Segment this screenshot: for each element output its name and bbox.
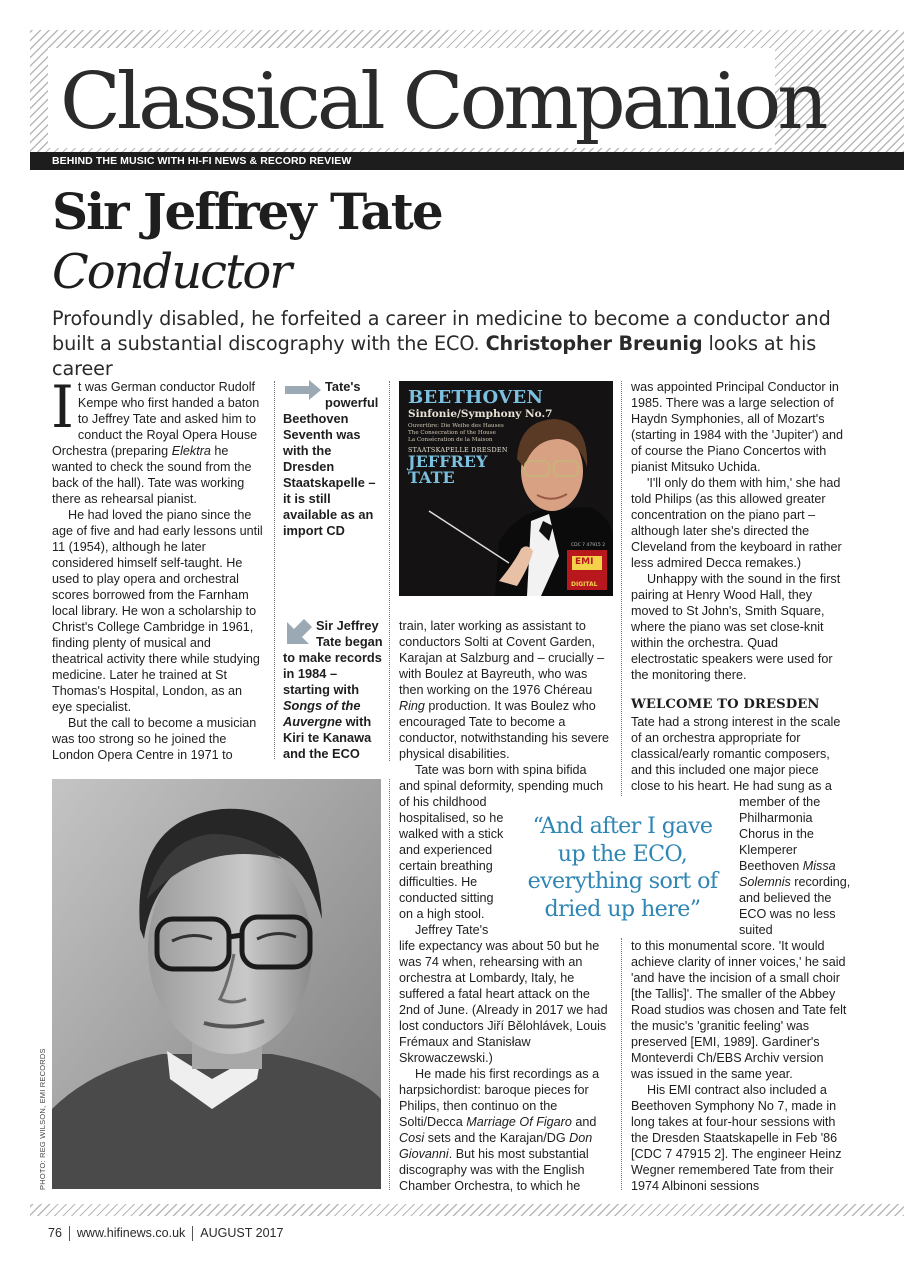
cd-overture xyxy=(408,423,504,445)
body-paragraph: Jeffrey Tate's xyxy=(415,923,489,937)
photo-credit: PHOTO: REG WILSON, EMI RECORDS xyxy=(38,1048,47,1190)
column-divider xyxy=(389,381,390,761)
page-number: 76 xyxy=(48,1226,62,1240)
body-text: and xyxy=(571,1115,597,1129)
footer-divider xyxy=(69,1226,70,1241)
cd-artist xyxy=(408,454,487,486)
cd-artist-line: JEFFREY xyxy=(408,452,488,471)
footer-divider xyxy=(192,1226,193,1241)
body-text: train, later working as assistant to conductors Solti at Covent Garden, Karajan at Salzburg and – crucially – with Boulez at Bayreuth, who was then working on the 1976 Chéreau xyxy=(399,619,605,697)
body-text: sets and the Karajan/DG xyxy=(424,1131,570,1145)
body-text: He made his first recordings as a harpsichordist: baroque pieces for Philips, then continuo on the Solti/Decca xyxy=(399,1067,600,1129)
conductor-photo xyxy=(52,779,381,1189)
masthead-title: Classical Companion xyxy=(60,57,825,147)
body-paragraph: Tate was born with spina bifida and spinal deformity, spending much of his childhood xyxy=(399,763,604,809)
cd-title: BEETHOVEN xyxy=(408,387,544,408)
column-divider xyxy=(274,381,275,759)
body-paragraph: hospitalised, so he walked with a stick and experienced certain breathing difficulties. He conducted sitting on a high stool. xyxy=(399,811,504,921)
page-footer xyxy=(48,1226,283,1241)
body-italic: Don Giovanni xyxy=(399,1131,593,1161)
body-column-1 xyxy=(51,373,264,763)
body-paragraph: Unhappy with the sound in the first pairing at Henry Wood Hall, they moved to St John's, Smith Square, where the piano was set close-knit within the orchestra. Quad electrostatic speakers were used for the monitoring there. xyxy=(631,572,841,682)
body-italic: Cosi xyxy=(399,1131,425,1145)
caption-italic: Songs of the Auvergne xyxy=(283,698,361,729)
article-title: Sir Jeffrey Tate xyxy=(52,182,442,241)
body-text: production. It was Boulez who encouraged Tate to become a conductor, notwithstanding his severe physical disabilities. xyxy=(399,699,610,761)
body-text: . But his most substantial discography was with the English Chamber Orchestra, to which he xyxy=(399,1147,589,1193)
cd-artist-line: TATE xyxy=(408,468,455,487)
body-column-4-bottom xyxy=(631,714,851,1194)
column-divider xyxy=(621,938,622,1190)
crosshead: WELCOME TO DRESDEN xyxy=(631,697,820,712)
cd-subtitle: Sinfonie/Symphony No.7 xyxy=(408,408,553,420)
body-italic: Ring xyxy=(399,699,425,713)
standfirst xyxy=(52,306,852,381)
caption-text: with Kiri te Kanawa and the ECO xyxy=(283,714,372,761)
body-paragraph: life expectancy was about 50 but he was 74 when, rehearsing with an orchestra at Lombardy, Italy, he suffered a fatal heart attack on the 2nd of June. (Already in 2017 we had lost conductors Jiří Bělohlávek, Louis Frémaux and Stanisław Skrowaczewski.) xyxy=(399,939,608,1065)
caption-text: Sir Jeffrey Tate began to make records in 1984 – starting with xyxy=(283,618,383,697)
pull-quote: “And after I gave up the ECO, everything sort of dried up here” xyxy=(527,813,718,922)
body-italic: Missa Solemnis xyxy=(739,859,836,889)
digital-badge: DIGITAL xyxy=(571,581,598,588)
cd-overture-line: The Consecration of the House xyxy=(408,430,496,437)
caption-photo xyxy=(283,618,383,762)
body-italic: Marriage Of Figaro xyxy=(466,1115,572,1129)
byline-name: Christopher Breunig xyxy=(485,332,703,355)
emi-logo: EMI xyxy=(575,557,594,567)
body-text: member of the Philharmonia Chorus in the Klemperer Beethoven xyxy=(739,795,821,873)
arrow-down-left-icon xyxy=(283,618,313,648)
body-paragraph: to this monumental score. 'It would achieve clarity of inner voices,' he said 'and have the incision of a small choir [the Tallis]'. The smaller of the Abbey Road studios was chosen and Tate felt the music's 'granitic feeling' was preserved [EMI, 1989]. Gardiner's Monteverdi Ch/EBS Archiv version was issued in the same year. xyxy=(631,939,847,1081)
cd-overture-line: Ouvertüre: Die Weihe des Hauses xyxy=(408,423,504,429)
website-link[interactable]: www.hifinews.co.uk xyxy=(76,1226,186,1240)
drop-cap: I xyxy=(51,373,74,441)
column-divider xyxy=(389,779,390,1190)
issue-date: AUGUST 2017 xyxy=(200,1226,284,1240)
body-column-4-top xyxy=(631,379,847,683)
standfirst-text: Profoundly disabled, he forfeited a career in medicine to become a conductor and built a substantial discography with the ECO. xyxy=(52,307,831,355)
byline-tail: looks at his career xyxy=(52,332,817,380)
body-paragraph: His EMI contract also included a Beethoven Symphony No 7, made in long takes at four-hour sessions with the Dresden Staatskapelle in Feb '86 [CDC 7 47915 2]. The engineer Heinz Wegner remembered Tate from their 1974 Albinoni sessions xyxy=(631,1083,842,1193)
body-italic: Elektra xyxy=(171,444,211,458)
cd-overture-line: La Consécration de la Maison xyxy=(408,437,493,444)
cd-cover-image xyxy=(399,381,613,596)
body-paragraph: 'I'll only do them with him,' she had told Philips (as this allowed greater concentration on the piano part – although later she's directed the Cleveland from the keyboard in rather less admired Decca remakes.) xyxy=(631,476,842,570)
caption-cd xyxy=(283,379,383,539)
footer-hatch xyxy=(30,1204,904,1216)
body-text: recording, and believed the ECO was no less suited xyxy=(739,875,851,937)
cd-catalogue: CDC 7 47915 2 xyxy=(571,543,606,548)
article-subtitle: Conductor xyxy=(52,244,291,300)
body-text: he wanted to check the sound from the back of the hall). Tate was working there as rehearsal pianist. xyxy=(52,444,252,506)
body-paragraph: was appointed Principal Conductor in 1985. There was a large selection of Haydn Symphonies, all of Mozart's (starting in 1984 with the 'Jupiter') and of course the Piano Concertos with pianist Mitsuko Uchida. xyxy=(631,380,844,474)
caption-text: Tate's powerful Beethoven Seventh was with the Dresden Staatskapelle – it is still available as an import CD xyxy=(283,379,379,538)
portrait-photo-illustration xyxy=(52,779,381,1189)
arrow-right-icon xyxy=(283,379,323,401)
cd-orchestra: STAATSKAPELLE DRESDEN xyxy=(408,446,508,454)
masthead-strap: BEHIND THE MUSIC WITH HI-FI NEWS & RECORD REVIEW xyxy=(52,155,352,167)
body-paragraph: He had loved the piano since the age of five and had early lessons until 11 (1954), although he later considered himself self-taught. He used to play opera and orchestral scores borrowed from the Farnham local library. He won a scholarship to Christ's College Cambridge in 1961, finding plenty of musical and theatrical activity there while studying medicine. Later he trained at St Thomas's Hospital, London, as an eye specialist. xyxy=(52,508,263,714)
body-paragraph: But the call to become a musician was too strong so he joined the London Opera Centre in 1971 to xyxy=(52,716,257,762)
body-paragraph: Tate had a strong interest in the scale of an orchestra appropriate for classical/early romantic composers, and this included one major piece close to his heart. He had sung as a xyxy=(631,715,841,793)
body-text: t was German conductor Rudolf Kempe who first handed a baton to Jeffrey Tate and asked him to conduct the Royal Opera House Orchestra (preparing xyxy=(52,380,260,458)
column-divider xyxy=(621,381,622,796)
